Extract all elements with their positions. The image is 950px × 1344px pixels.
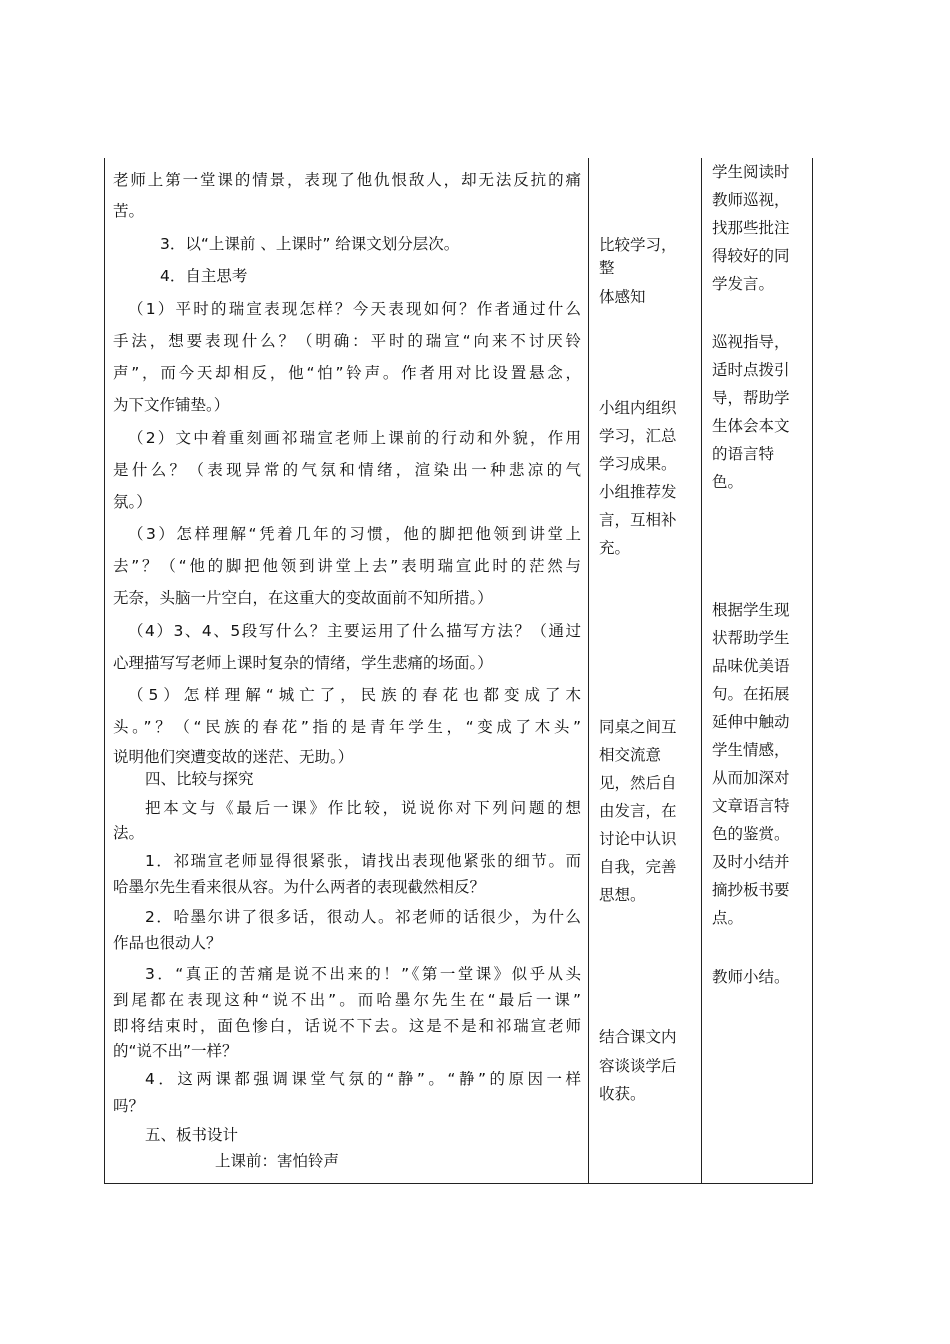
text-line: 头。”？（“民族的春花”指的是青年学生，“变成了木头” bbox=[113, 718, 581, 736]
text-line: 上课前：害怕铃声 bbox=[215, 1152, 340, 1170]
text-line: 适时点拨引 bbox=[712, 361, 790, 379]
text-line: 从而加深对 bbox=[712, 769, 790, 787]
text-line: 由发言，在 bbox=[599, 802, 677, 820]
text-line: 3．以“上课前 、上课时” 给课文划分层次。 bbox=[160, 235, 460, 253]
text-line: 讨论中认识 bbox=[599, 830, 677, 848]
section-heading: 五、板书设计 bbox=[145, 1126, 239, 1144]
text-line: 即将结束时，面色惨白，话说不下去。这是不是和祁瑞宣老师 bbox=[113, 1017, 581, 1035]
text-line: 自我，完善 bbox=[599, 858, 677, 876]
text-line: 哈墨尔先生看来很从容。为什么两者的表现截然相反？ bbox=[113, 878, 486, 896]
text-line: 3．“真正的苦痛是说不出来的！”《第一堂课》似乎从头 bbox=[145, 965, 581, 983]
text-line: 状帮助学生 bbox=[712, 629, 790, 647]
text-line: 学习，汇总 bbox=[599, 427, 677, 445]
text-line: 比较学习， bbox=[599, 236, 677, 254]
text-line: 见，然后自 bbox=[599, 774, 677, 792]
teaching-content-column bbox=[105, 158, 589, 1183]
text-line: 收获。 bbox=[599, 1085, 646, 1103]
text-line: 根据学生现 bbox=[712, 601, 790, 619]
text-line: 容谈谈学后 bbox=[599, 1057, 677, 1075]
text-line: 小组内组织 bbox=[599, 399, 677, 417]
text-line: 作品也很动人？ bbox=[113, 934, 222, 952]
text-line: （3）怎样理解“凭着几年的习惯，他的脚把他领到讲堂上 bbox=[128, 525, 581, 543]
lesson-plan-table bbox=[104, 158, 813, 1184]
text-line: 氛。） bbox=[113, 493, 152, 511]
text-line: 到尾都在表现这种“说不出”。而哈墨尔先生在“最后一课” bbox=[113, 991, 581, 1009]
text-line: 导，帮助学 bbox=[712, 389, 790, 407]
text-line: 去”？（“他的脚把他领到讲堂上去”表明瑞宣此时的茫然与 bbox=[113, 557, 581, 575]
teacher-activity-column bbox=[702, 158, 814, 1183]
text-line: 是什么？（表现异常的气氛和情绪，渲染出一种悲凉的气 bbox=[113, 461, 581, 479]
text-line: 4．自主思考 bbox=[160, 267, 248, 285]
text-line: 心理描写写老师上课时复杂的情绪，学生悲痛的场面。） bbox=[113, 654, 493, 672]
text-line: 学习成果。 bbox=[599, 455, 677, 473]
text-line: 老师上第一堂课的情景，表现了他仇恨敌人，却无法反抗的痛 bbox=[113, 171, 581, 189]
text-line: 找那些批注 bbox=[712, 219, 790, 237]
text-line: 的“说不出”一样？ bbox=[113, 1042, 238, 1060]
text-line: 手法，想要表现什么？（明确：平时的瑞宣“向来不讨厌铃 bbox=[113, 332, 581, 350]
text-line: 得较好的同 bbox=[712, 247, 790, 265]
text-line: 小组推荐发 bbox=[599, 483, 677, 501]
text-line: 摘抄板书要 bbox=[712, 881, 790, 899]
text-line: 教师巡视， bbox=[712, 191, 790, 209]
text-line: 生体会本文 bbox=[712, 417, 790, 435]
text-line: 言，互相补 bbox=[599, 511, 677, 529]
text-line: 文章语言特 bbox=[712, 797, 790, 815]
text-line: 苦。 bbox=[113, 202, 145, 220]
text-line: 及时小结并 bbox=[712, 853, 790, 871]
text-line: 巡视指导， bbox=[712, 333, 790, 351]
text-line: （1）平时的瑞宣表现怎样？今天表现如何？作者通过什么 bbox=[128, 300, 581, 318]
text-line: 点。 bbox=[712, 909, 744, 927]
text-line: 体感知 bbox=[599, 288, 646, 306]
text-line: 延伸中触动 bbox=[712, 713, 790, 731]
text-line: 2．哈墨尔讲了很多话，很动人。祁老师的话很少，为什么 bbox=[145, 908, 581, 926]
text-line: 4．这两课都强调课堂气氛的“静”。“静”的原因一样 bbox=[145, 1070, 581, 1088]
text-line: 品味优美语 bbox=[712, 657, 790, 675]
text-line: 结合课文内 bbox=[599, 1028, 677, 1046]
text-line: 学生阅读时 bbox=[712, 163, 790, 181]
student-activity-column bbox=[589, 158, 702, 1183]
text-line: 说明他们突遭变故的迷茫、无助。） bbox=[113, 748, 354, 766]
text-line: 吗？ bbox=[113, 1097, 145, 1115]
text-line: 相交流意 bbox=[599, 746, 662, 764]
text-line: 无奈，头脑一片空白，在这重大的变故面前不知所措。） bbox=[113, 589, 493, 607]
text-line: （4）3、4、5段写什么？主要运用了什么描写方法？（通过 bbox=[128, 622, 581, 640]
text-line: 1．祁瑞宣老师显得很紧张，请找出表现他紧张的细节。而 bbox=[145, 852, 581, 870]
text-line: 同桌之间互 bbox=[599, 718, 677, 736]
text-line: 句。在拓展 bbox=[712, 685, 790, 703]
text-line: 为下文作铺垫。） bbox=[113, 396, 230, 414]
section-heading: 四、比较与探究 bbox=[145, 770, 254, 788]
text-line: 学发言。 bbox=[712, 275, 775, 293]
text-line: （5）怎样理解“城亡了，民族的春花也都变成了木 bbox=[128, 686, 581, 704]
text-line: 思想。 bbox=[599, 886, 646, 904]
text-line: （2）文中着重刻画祁瑞宣老师上课前的行动和外貌，作用 bbox=[128, 429, 581, 447]
text-line: 充。 bbox=[599, 539, 631, 557]
text-line: 色。 bbox=[712, 473, 744, 491]
text-line: 教师小结。 bbox=[712, 968, 790, 986]
text-line: 的语言特 bbox=[712, 445, 775, 463]
text-line: 色的鉴赏。 bbox=[712, 825, 790, 843]
text-line: 整 bbox=[599, 259, 615, 277]
text-line: 法。 bbox=[113, 824, 145, 842]
text-line: 学生情感， bbox=[712, 741, 790, 759]
text-line: 声”，而今天却相反，他“怕”铃声。作者用对比设置悬念， bbox=[113, 364, 581, 382]
text-line: 把本文与《最后一课》作比较，说说你对下列问题的想 bbox=[145, 799, 581, 817]
